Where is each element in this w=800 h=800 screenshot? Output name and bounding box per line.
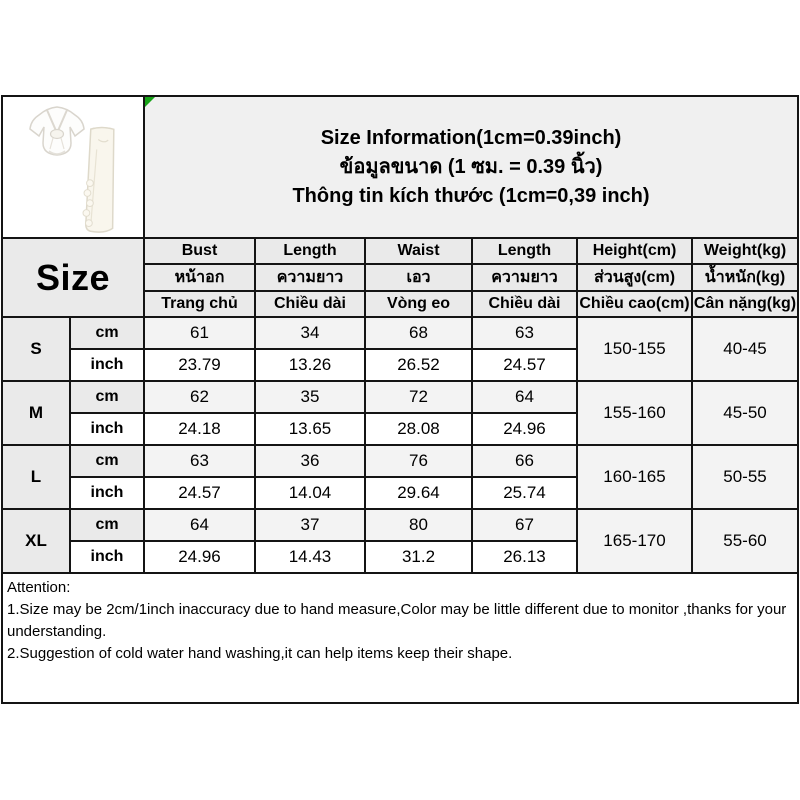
green-corner-marker (145, 97, 155, 107)
value-cell: 66 (472, 445, 577, 477)
title-row (2, 96, 798, 238)
header-en-length2: Length (472, 238, 577, 264)
value-cell: 24.57 (472, 349, 577, 381)
value-cell: 24.18 (144, 413, 255, 445)
value-cell: 26.13 (472, 541, 577, 573)
size-header-cell: Size (2, 238, 144, 317)
header-en-bust: Bust (144, 238, 255, 264)
value-cell: 26.52 (365, 349, 472, 381)
value-cell: 64 (472, 381, 577, 413)
header-row-english (2, 238, 798, 264)
weight-range-xl: 55-60 (692, 509, 798, 573)
title-thai: ข้อมูลขนาด (1 ซม. = 0.39 นิ้ว) (339, 155, 603, 178)
header-vi-bust: Trang chủ (144, 291, 255, 317)
value-cell: 29.64 (365, 477, 472, 509)
value-cell: 13.26 (255, 349, 365, 381)
header-en-waist: Waist (365, 238, 472, 264)
height-range-s: 150-155 (577, 317, 692, 381)
row-s-cm (2, 317, 798, 349)
height-range-m: 155-160 (577, 381, 692, 445)
height-range-l: 160-165 (577, 445, 692, 509)
value-cell: 24.96 (144, 541, 255, 573)
unit-cm: cm (70, 445, 144, 477)
header-th-height: ส่วนสูง(cm) (577, 264, 692, 291)
weight-range-l: 50-55 (692, 445, 798, 509)
value-cell: 28.08 (365, 413, 472, 445)
weight-range-s: 40-45 (692, 317, 798, 381)
unit-cm: cm (70, 381, 144, 413)
title-vietnamese: Thông tin kích thước (1cm=0,39 inch) (292, 184, 650, 207)
value-cell: 72 (365, 381, 472, 413)
size-label-s: S (2, 317, 70, 381)
header-vi-weight: Cân nặng(kg) (692, 291, 798, 317)
value-cell: 13.65 (255, 413, 365, 445)
value-cell: 14.43 (255, 541, 365, 573)
attention-line-1: 1.Size may be 2cm/1inch inaccuracy due to hand measure,Color may be little different due to monitor ,thanks for your understanding. (7, 601, 787, 640)
header-th-length: ความยาว (255, 264, 365, 291)
value-cell: 14.04 (255, 477, 365, 509)
size-label-m: M (2, 381, 70, 445)
header-en-weight: Weight(kg) (692, 238, 798, 264)
value-cell: 24.96 (472, 413, 577, 445)
header-th-weight: น้ำหนัก(kg) (692, 264, 798, 291)
row-xl-cm (2, 509, 798, 541)
header-vi-length: Chiều dài (255, 291, 365, 317)
unit-inch: inch (70, 349, 144, 381)
value-cell: 31.2 (365, 541, 472, 573)
header-th-waist: เอว (365, 264, 472, 291)
header-vi-length2: Chiều dài (472, 291, 577, 317)
value-cell: 34 (255, 317, 365, 349)
title-english: Size Information(1cm=0.39inch) (320, 126, 622, 149)
value-cell: 35 (255, 381, 365, 413)
product-photo-cell (2, 96, 144, 238)
value-cell: 61 (144, 317, 255, 349)
value-cell: 62 (144, 381, 255, 413)
header-th-length2: ความยาว (472, 264, 577, 291)
attention-row (2, 573, 798, 703)
value-cell: 76 (365, 445, 472, 477)
value-cell: 67 (472, 509, 577, 541)
value-cell: 24.57 (144, 477, 255, 509)
crop-top-graphic (30, 107, 84, 155)
unit-inch: inch (70, 413, 144, 445)
size-label-l: L (2, 445, 70, 509)
header-th-bust: หน้าอก (144, 264, 255, 291)
unit-cm: cm (70, 509, 144, 541)
value-cell: 36 (255, 445, 365, 477)
size-information-table (1, 95, 799, 704)
attention-line-2: 2.Suggestion of cold water hand washing,it can help items keep their shape. (7, 645, 513, 662)
unit-cm: cm (70, 317, 144, 349)
weight-range-m: 45-50 (692, 381, 798, 445)
value-cell: 63 (144, 445, 255, 477)
header-vi-height: Chiều cao(cm) (577, 291, 692, 317)
header-en-height: Height(cm) (577, 238, 692, 264)
header-vi-waist: Vòng eo (365, 291, 472, 317)
attention-heading: Attention: (7, 579, 71, 596)
value-cell: 37 (255, 509, 365, 541)
chart-title-cell (144, 96, 798, 238)
size-label-xl: XL (2, 509, 70, 573)
value-cell: 63 (472, 317, 577, 349)
value-cell: 25.74 (472, 477, 577, 509)
product-image (3, 97, 141, 235)
header-en-length: Length (255, 238, 365, 264)
row-l-cm (2, 445, 798, 477)
skirt-graphic (82, 127, 118, 233)
value-cell: 68 (365, 317, 472, 349)
height-range-xl: 165-170 (577, 509, 692, 573)
attention-note (2, 573, 798, 703)
value-cell: 23.79 (144, 349, 255, 381)
value-cell: 64 (144, 509, 255, 541)
unit-inch: inch (70, 541, 144, 573)
value-cell: 80 (365, 509, 472, 541)
row-m-cm (2, 381, 798, 413)
unit-inch: inch (70, 477, 144, 509)
